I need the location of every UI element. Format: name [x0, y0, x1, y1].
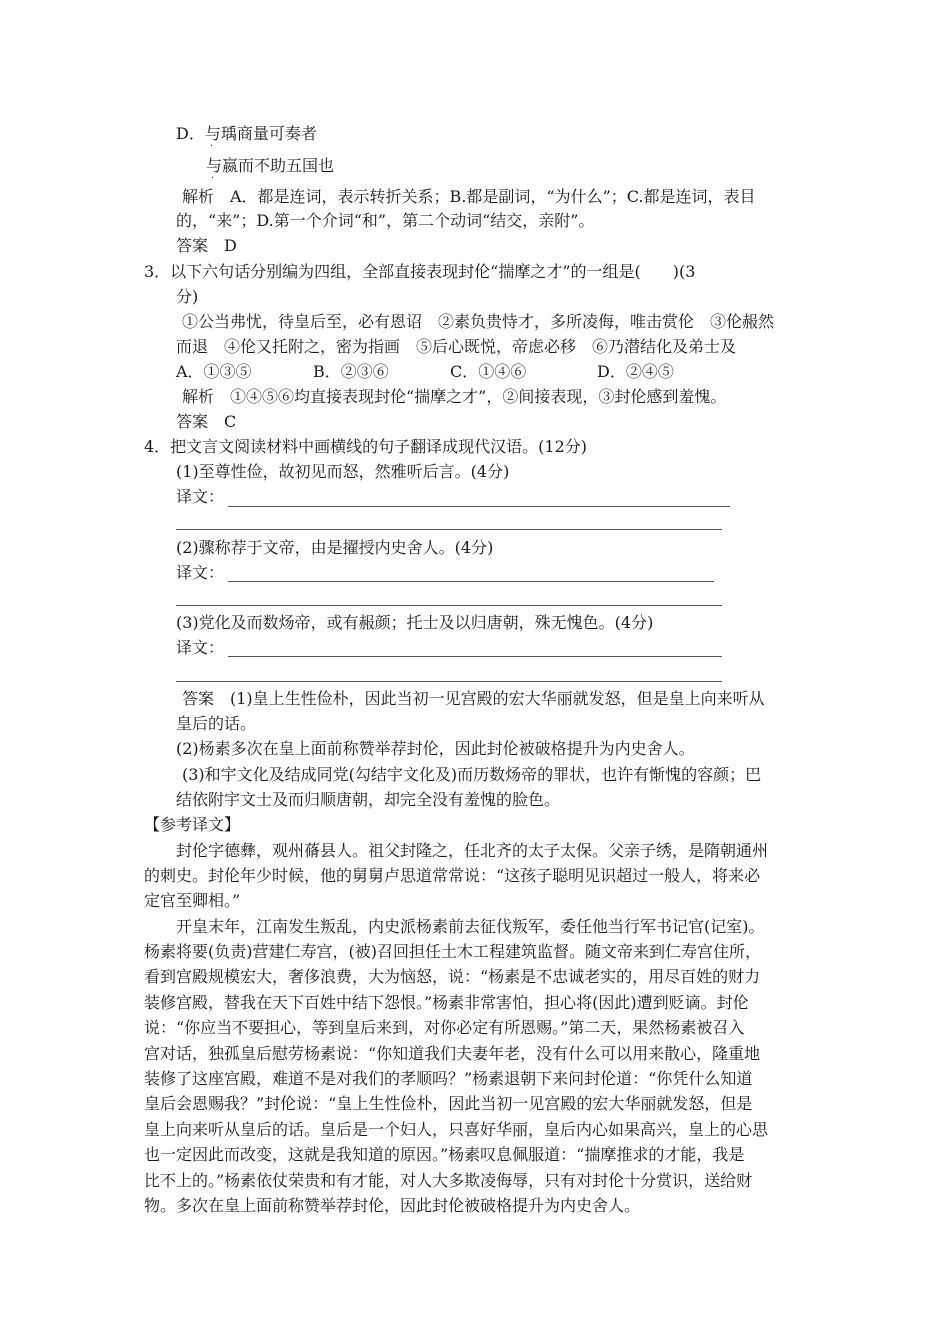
emphasis-dot-icon: · [211, 173, 215, 184]
q4-translate-label-3: 译文： [176, 638, 225, 657]
ref-p1-line3: 定官至卿相。” [144, 891, 241, 910]
q2-option-d-line1 [176, 124, 317, 152]
q2-option-d-label: D． [176, 124, 205, 143]
q4-answer-line1: 答案 (1)皇上生性俭朴，因此当初一见宫殿的宏大华丽就发怒，但是皇上向来听从 [182, 689, 765, 708]
answer-line[interactable] [228, 581, 714, 582]
ref-p2-line11: 比不上的。”杨素依仗荣贵和有才能，对人大多欺凌侮辱，只有对封伦十分赏识，送给财 [144, 1171, 753, 1190]
q3-items-line1: ①公当弗忧，待皇后至，必有恩诏 ②素负贵恃才，多所凌侮，唯击赏伦 ③伦赧然 [182, 312, 775, 331]
q4-sentence-2: (2)骤称荐于文帝，由是擢授内史舍人。(4分) [176, 538, 494, 557]
answer-line[interactable] [176, 605, 722, 606]
q4-sentence-1: (1)至尊性俭，故初见而怒，然雅听后言。(4分) [176, 462, 510, 481]
q2-analysis-line1: 解析 A．都是连词，表示转折关系；B.都是副词，“为什么”；C.都是连词，表目 [182, 187, 756, 206]
ref-p2-line5: 说：“你应当不要担心，等到皇后来到，对你必定有所恩赐。”第二天，果然杨素被召入 [144, 1018, 745, 1037]
ref-p2-line4: 装修宫殿，替我在天下百姓中结下怨恨。”杨素非常害怕，担心将(因此)遭到贬谪。封伦 [144, 993, 749, 1012]
q3-option-d: D．②④⑤ [597, 362, 674, 381]
answer-line[interactable] [176, 529, 722, 530]
ref-p2-line7: 装修了这座宫殿，难道不是对我们的孝顺吗？”杨素退朝下来问封伦道：“你凭什么知道 [144, 1069, 753, 1088]
reference-heading: 【参考译文】 [144, 815, 241, 834]
ref-p2-line12: 物。多次在皇上面前称赞举荐封伦，因此封伦被破格提升为内史舍人。 [144, 1196, 641, 1215]
answer-line[interactable] [176, 681, 722, 682]
answer-line[interactable] [228, 506, 730, 507]
q2-option-d-text2: 嬴而不助五国也 [222, 156, 335, 175]
emphasis-dotted-char: 与 · [204, 124, 221, 152]
q3-option-c: C．①④⑥ [450, 362, 527, 381]
ref-p1-line2: 的刺史。封伦年少时候，他的舅舅卢思道常常说：“这孩子聪明见识超过一般人，将来必 [144, 866, 761, 885]
ref-p2-line8: 皇后会恩赐我？”封伦说：“皇上生性俭朴，因此当初一见宫殿的宏大华丽就发怒，但是 [144, 1094, 753, 1113]
ref-p2-line10: 也一定因此而改变，这就是我知道的原因。”杨素叹息佩服道：“揣摩推求的才能，我是 [144, 1145, 745, 1164]
q4-stem: 4．把文言文阅读材料中画横线的句子翻译成现代汉语。(12分) [144, 437, 588, 456]
q3-stem-line1: 3．以下六句话分别编为四组，全部直接表现封伦“揣摩之才”的一组是( )(3 [144, 262, 696, 281]
q2-option-d-text1: 瑀商量可奏者 [220, 124, 317, 143]
ref-p2-line1: 开皇末年，江南发生叛乱，内史派杨素前去征伐叛军，委任他当行军书记官(记室)。 [176, 917, 765, 936]
q4-answer-line5: 结依附宇文士及而归顺唐朝，却完全没有羞愧的脸色。 [176, 790, 561, 809]
ref-p2-line6: 宫对话，独孤皇后慰劳杨素说：“你知道我们夫妻年老，没有什么可以用来散心，隆重地 [144, 1044, 761, 1063]
q3-option-b: B．②③⑥ [313, 362, 389, 381]
q3-items-line2: 而退 ④伦又托附之，密为指画 ⑤后心既悦，帝虑必移 ⑥乃潜结化及弟士及 [176, 337, 737, 356]
ref-p2-line2: 杨素将要(负责)营建仁寿宫，(被)召回担任土木工程建筑监督。随文帝来到仁寿宫住所， [144, 942, 761, 961]
q2-analysis-line2: 的，“来”；D.第一个介词“和”，第二个动词“结交，亲附”。 [176, 211, 595, 230]
emphasis-dot-icon: · [209, 141, 214, 152]
ref-p1-line1: 封伦字德彝，观州蓨县人。祖父封隆之，任北齐的太子太保。父亲子绣，是隋朝通州 [176, 841, 769, 860]
q4-translate-label-1: 译文： [176, 487, 225, 506]
emphasis-dotted-char: 与 · [206, 156, 223, 184]
ref-p2-line9: 皇上向来听从皇后的话。皇后是一个妇人，只喜好华丽，皇后内心如果高兴，皇上的心思 [144, 1120, 769, 1139]
q4-answer-line2: 皇后的话。 [176, 714, 257, 733]
q2-option-d-line2 [206, 156, 335, 184]
ref-p2-line3: 看到宫殿规模宏大，奢侈浪费，大为恼怒，说：“杨素是不忠诚老实的，用尽百姓的财力 [144, 967, 761, 986]
q4-answer-line3: (2)杨素多次在皇上面前称赞举荐封伦，因此封伦被破格提升为内史舍人。 [176, 739, 695, 758]
q3-analysis: 解析 ①④⑤⑥均直接表现封伦“揣摩之才”，②间接表现，③封伦感到羞愧。 [182, 387, 727, 406]
q2-answer: 答案 D [176, 236, 237, 255]
q4-sentence-3: (3)党化及而数炀帝，或有赧颜；托士及以归唐朝，殊无愧色。(4分) [176, 613, 654, 632]
q4-translate-label-2: 译文： [176, 563, 225, 582]
q3-option-a: A．①③⑤ [176, 362, 252, 381]
q3-answer: 答案 C [176, 412, 237, 431]
q3-stem-line2: 分) [176, 287, 199, 306]
answer-line[interactable] [228, 656, 722, 657]
q4-answer-line4: (3)和宇文化及结成同党(勾结宇文化及)而历数炀帝的罪状，也许有惭愧的容颜；巴 [182, 765, 762, 784]
